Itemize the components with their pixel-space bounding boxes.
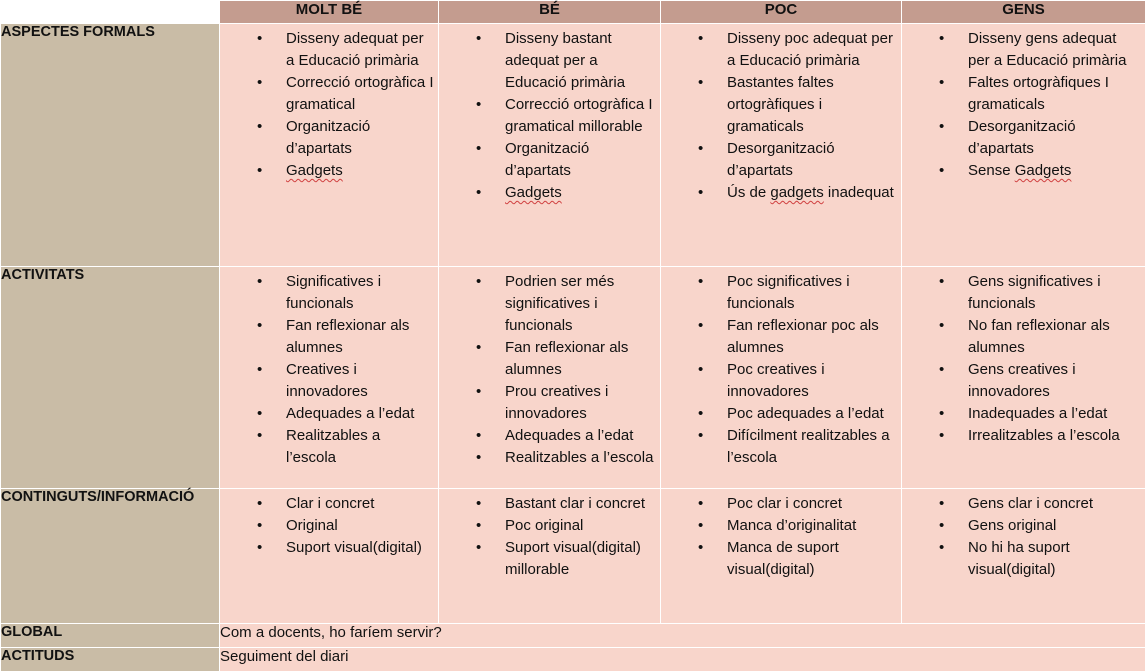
bullet-icon: • <box>939 425 944 447</box>
list-item-text: Original <box>286 517 338 534</box>
list-item <box>661 537 901 581</box>
bullet-icon: • <box>257 160 262 182</box>
bullet-icon: • <box>257 493 262 515</box>
list-item-text: Bastantes faltes ortogràfiques i gramaticals <box>727 74 834 135</box>
bullet-icon: • <box>698 425 703 447</box>
list-item-text: Irrealitzables a l’escola <box>968 427 1120 444</box>
bullet-icon: • <box>939 271 944 293</box>
list-item <box>220 72 438 116</box>
list-item-text: Faltes ortogràfiques I gramaticals <box>968 74 1109 113</box>
criteria-cell <box>902 267 1145 489</box>
bullet-icon: • <box>476 271 481 293</box>
list-item <box>439 381 660 425</box>
list-item-text: Manca d’originalitat <box>727 517 856 534</box>
list-item <box>661 72 901 138</box>
bullet-icon: • <box>939 315 944 337</box>
list-item-text: Difícilment realitzables a l’escola <box>727 427 890 466</box>
criteria-cell <box>220 489 439 624</box>
list-item <box>902 425 1145 447</box>
list-item-text: Inadequades a l’edat <box>968 405 1107 422</box>
list-item-text: Creatives i innovadores <box>286 361 368 400</box>
header-row <box>1 1 1145 24</box>
list-item <box>902 315 1145 359</box>
list-item <box>661 403 901 425</box>
row-global <box>1 624 1145 648</box>
list-item <box>902 116 1145 160</box>
list-item-text: Poc creatives i innovadores <box>727 361 825 400</box>
list-item <box>220 537 438 559</box>
bullet-icon: • <box>698 28 703 50</box>
bullet-icon: • <box>476 182 481 204</box>
bullet-icon: • <box>476 493 481 515</box>
bullet-icon: • <box>257 116 262 138</box>
list-item-text: Clar i concret <box>286 495 374 512</box>
global-text: Com a docents, ho faríem servir? <box>220 624 1145 648</box>
list-item-text: Suport visual(digital) <box>286 539 422 556</box>
list-item-text: Fan reflexionar als alumnes <box>286 317 409 356</box>
list-item <box>902 359 1145 403</box>
criteria-cell <box>661 489 902 624</box>
bullet-icon: • <box>939 515 944 537</box>
bullet-icon: • <box>257 537 262 559</box>
list-item <box>439 138 660 182</box>
header-molt-be: MOLT BÉ <box>220 1 439 24</box>
criteria-cell <box>661 267 902 489</box>
list-item-text: Gens original <box>968 517 1056 534</box>
bullet-icon: • <box>939 160 944 182</box>
list-item <box>902 493 1145 515</box>
bullet-icon: • <box>698 138 703 160</box>
row-aspectes-formals <box>1 24 1145 267</box>
row-label: ASPECTES FORMALS <box>1 24 220 267</box>
bullet-icon: • <box>476 381 481 403</box>
bullet-icon: • <box>257 359 262 381</box>
list-item <box>661 515 901 537</box>
list-item <box>902 403 1145 425</box>
list-item <box>661 182 901 204</box>
bullet-icon: • <box>939 28 944 50</box>
bullet-icon: • <box>939 537 944 559</box>
list-item-text: Adequades a l’edat <box>286 405 414 422</box>
list-item <box>439 337 660 381</box>
list-item-text: Disseny gens adequat per a Educació primària <box>968 30 1126 69</box>
list-item <box>220 493 438 515</box>
list-item-text: Disseny adequat per a Educació primària <box>286 30 424 69</box>
list-item-text: Poc significatives i funcionals <box>727 273 850 312</box>
list-item-text: No fan reflexionar als alumnes <box>968 317 1110 356</box>
bullet-icon: • <box>476 537 481 559</box>
list-item <box>439 515 660 537</box>
list-item-text: Significatives i funcionals <box>286 273 381 312</box>
list-item <box>439 425 660 447</box>
row-continguts <box>1 489 1145 624</box>
list-item-text: Prou creatives i innovadores <box>505 383 608 422</box>
list-item <box>220 315 438 359</box>
list-item-text: Disseny poc adequat per a Educació primària <box>727 30 893 69</box>
bullet-icon: • <box>476 515 481 537</box>
header-poc: POC <box>661 1 902 24</box>
row-label: ACTIVITATS <box>1 267 220 489</box>
list-item <box>439 493 660 515</box>
list-item <box>661 425 901 469</box>
bullet-icon: • <box>257 315 262 337</box>
bullet-icon: • <box>257 271 262 293</box>
bullet-icon: • <box>698 182 703 204</box>
bullet-icon: • <box>698 515 703 537</box>
list-item <box>439 28 660 94</box>
bullet-icon: • <box>698 493 703 515</box>
list-item <box>902 28 1145 72</box>
bullet-icon: • <box>698 537 703 559</box>
list-item <box>661 493 901 515</box>
bullet-icon: • <box>939 359 944 381</box>
bullet-icon: • <box>476 425 481 447</box>
header-be: BÉ <box>439 1 661 24</box>
row-label: ACTITUDS <box>1 648 220 672</box>
bullet-icon: • <box>257 425 262 447</box>
list-item-text: Fan reflexionar poc als alumnes <box>727 317 879 356</box>
header-gens: GENS <box>902 1 1145 24</box>
list-item <box>439 537 660 581</box>
list-item <box>661 359 901 403</box>
bullet-icon: • <box>257 515 262 537</box>
list-item <box>661 28 901 72</box>
list-item-text: Desorganització d’apartats <box>727 140 835 179</box>
actituds-text: Seguiment del diari <box>220 648 1145 672</box>
list-item-text: Disseny bastant adequat per a Educació primària <box>505 30 625 91</box>
list-item-text: Desorganització d’apartats <box>968 118 1076 157</box>
list-item-text: Podrien ser més significatives i funcionals <box>505 273 614 334</box>
bullet-icon: • <box>939 116 944 138</box>
list-item-text: Realitzables a l’escola <box>286 427 380 466</box>
list-item <box>902 537 1145 581</box>
list-item-text: Bastant clar i concret <box>505 495 645 512</box>
list-item-text: Fan reflexionar als alumnes <box>505 339 628 378</box>
bullet-icon: • <box>476 94 481 116</box>
list-item-text: Suport visual(digital) millorable <box>505 539 641 578</box>
list-item-text: Gadgets <box>505 184 562 201</box>
list-item <box>661 138 901 182</box>
row-actituds <box>1 648 1145 672</box>
list-item-text: Poc clar i concret <box>727 495 842 512</box>
list-item <box>661 271 901 315</box>
list-item <box>902 72 1145 116</box>
bullet-icon: • <box>257 28 262 50</box>
list-item <box>661 315 901 359</box>
criteria-cell <box>220 24 439 267</box>
list-item <box>902 271 1145 315</box>
list-item-text: Gens creatives i innovadores <box>968 361 1076 400</box>
list-item-text: No hi ha suport visual(digital) <box>968 539 1070 578</box>
bullet-icon: • <box>698 403 703 425</box>
row-label: CONTINGUTS/INFORMACIÓ <box>1 489 220 624</box>
list-item <box>220 359 438 403</box>
list-item-text: Gens significatives i funcionals <box>968 273 1101 312</box>
list-item-text: Gens clar i concret <box>968 495 1093 512</box>
list-item <box>220 425 438 469</box>
list-item-text: Adequades a l’edat <box>505 427 633 444</box>
list-item <box>220 116 438 160</box>
list-item <box>439 447 660 469</box>
criteria-cell <box>902 24 1145 267</box>
criteria-cell <box>439 489 661 624</box>
corner-cell <box>1 1 220 24</box>
list-item-text: Realitzables a l’escola <box>505 449 653 466</box>
list-item-text: Poc adequades a l’edat <box>727 405 884 422</box>
list-item <box>220 160 438 182</box>
list-item <box>220 515 438 537</box>
row-activitats <box>1 267 1145 489</box>
row-label: GLOBAL <box>1 624 220 648</box>
list-item <box>220 403 438 425</box>
criteria-cell <box>661 24 902 267</box>
criteria-cell <box>439 24 661 267</box>
bullet-icon: • <box>476 28 481 50</box>
list-item <box>902 515 1145 537</box>
list-item-text: Manca de suport visual(digital) <box>727 539 839 578</box>
bullet-icon: • <box>698 271 703 293</box>
list-item-text: Correcció ortogràfica I gramatical millorable <box>505 96 653 135</box>
bullet-icon: • <box>476 337 481 359</box>
list-item <box>220 271 438 315</box>
criteria-cell <box>902 489 1145 624</box>
bullet-icon: • <box>257 72 262 94</box>
bullet-icon: • <box>698 359 703 381</box>
criteria-cell <box>220 267 439 489</box>
bullet-icon: • <box>939 72 944 94</box>
bullet-icon: • <box>257 403 262 425</box>
bullet-icon: • <box>476 447 481 469</box>
bullet-icon: • <box>698 315 703 337</box>
list-item-text: Ús de gadgets inadequat <box>727 184 894 201</box>
list-item-text: Organització d’apartats <box>505 140 589 179</box>
list-item-text: Organització d’apartats <box>286 118 370 157</box>
bullet-icon: • <box>939 403 944 425</box>
bullet-icon: • <box>698 72 703 94</box>
list-item <box>439 182 660 204</box>
list-item-text: Poc original <box>505 517 583 534</box>
bullet-icon: • <box>939 493 944 515</box>
list-item <box>439 94 660 138</box>
list-item <box>902 160 1145 182</box>
list-item <box>439 271 660 337</box>
list-item-text: Sense Gadgets <box>968 162 1071 179</box>
list-item <box>220 28 438 72</box>
list-item-text: Gadgets <box>286 162 343 179</box>
bullet-icon: • <box>476 138 481 160</box>
list-item-text: Correcció ortogràfica I gramatical <box>286 74 434 113</box>
criteria-cell <box>439 267 661 489</box>
